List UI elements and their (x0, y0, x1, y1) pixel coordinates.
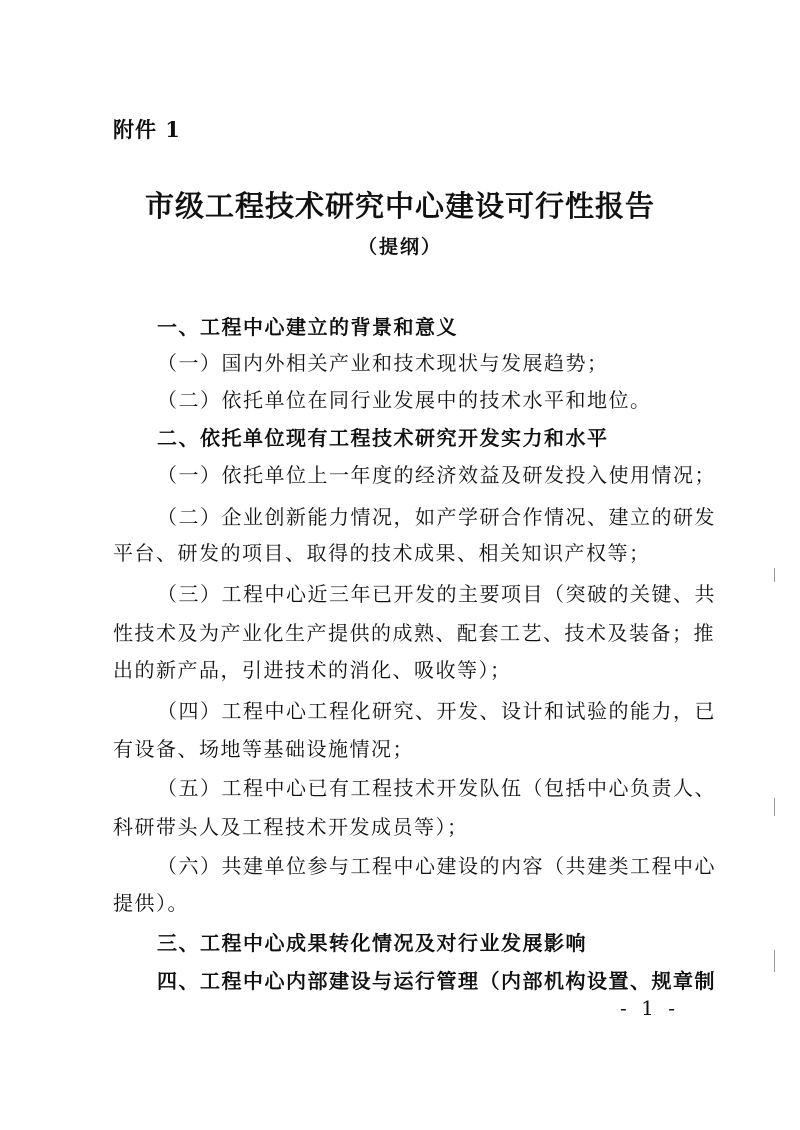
paragraph-line: （三）工程中心近三年已开发的主要项目（突破的关键、共 (157, 582, 716, 606)
section-heading-1: 一、工程中心建立的背景和意义 (157, 315, 458, 339)
attachment-label: 附件 1 (113, 117, 181, 142)
paragraph-line: （二）依托单位在同行业发展中的技术水平和地位。 (157, 388, 652, 412)
paragraph-line: 平台、研发的项目、取得的技术成果、相关知识产权等； (113, 541, 651, 565)
section-heading-4: 四、工程中心内部建设与运行管理（内部机构设置、规章制 (157, 969, 716, 993)
section-heading-2: 二、依托单位现有工程技术研究开发实力和水平 (157, 426, 609, 450)
paragraph-line: 科研带头人及工程技术开发成员等）； (113, 815, 469, 839)
paragraph-line: 出的新产品，引进技术的消化、吸收等）； (113, 658, 512, 682)
paragraph-line: （一）依托单位上一年度的经济效益及研发投入使用情况； (157, 463, 716, 487)
paragraph-line: （五）工程中心已有工程技术开发队伍（包括中心负责人、 (157, 776, 716, 800)
scan-artifact (774, 568, 775, 582)
paragraph-line: 有设备、场地等基础设施情况； (113, 737, 414, 761)
document-title: 市级工程技术研究中心建设可行性报告 (144, 189, 655, 223)
scan-artifact (774, 950, 775, 972)
document-subtitle: （提纲） (357, 236, 442, 258)
paragraph-line: （一）国内外相关产业和技术现状与发展趋势； (157, 351, 609, 375)
scan-artifact (774, 798, 775, 816)
paragraph-line: 性技术及为产业化生产提供的成熟、配套工艺、技术及装备；推 (113, 621, 715, 645)
page-number: - 1 - (620, 996, 679, 1020)
paragraph-line: （二）企业创新能力情况，如产学研合作情况、建立的研发 (157, 505, 716, 529)
paragraph-line: （六）共建单位参与工程中心建设的内容（共建类工程中心 (157, 854, 716, 878)
paragraph-line: （四）工程中心工程化研究、开发、设计和试验的能力，已 (157, 699, 716, 723)
paragraph-line: 提供）。 (113, 891, 189, 915)
section-heading-3: 三、工程中心成果转化情况及对行业发展影响 (157, 931, 587, 955)
